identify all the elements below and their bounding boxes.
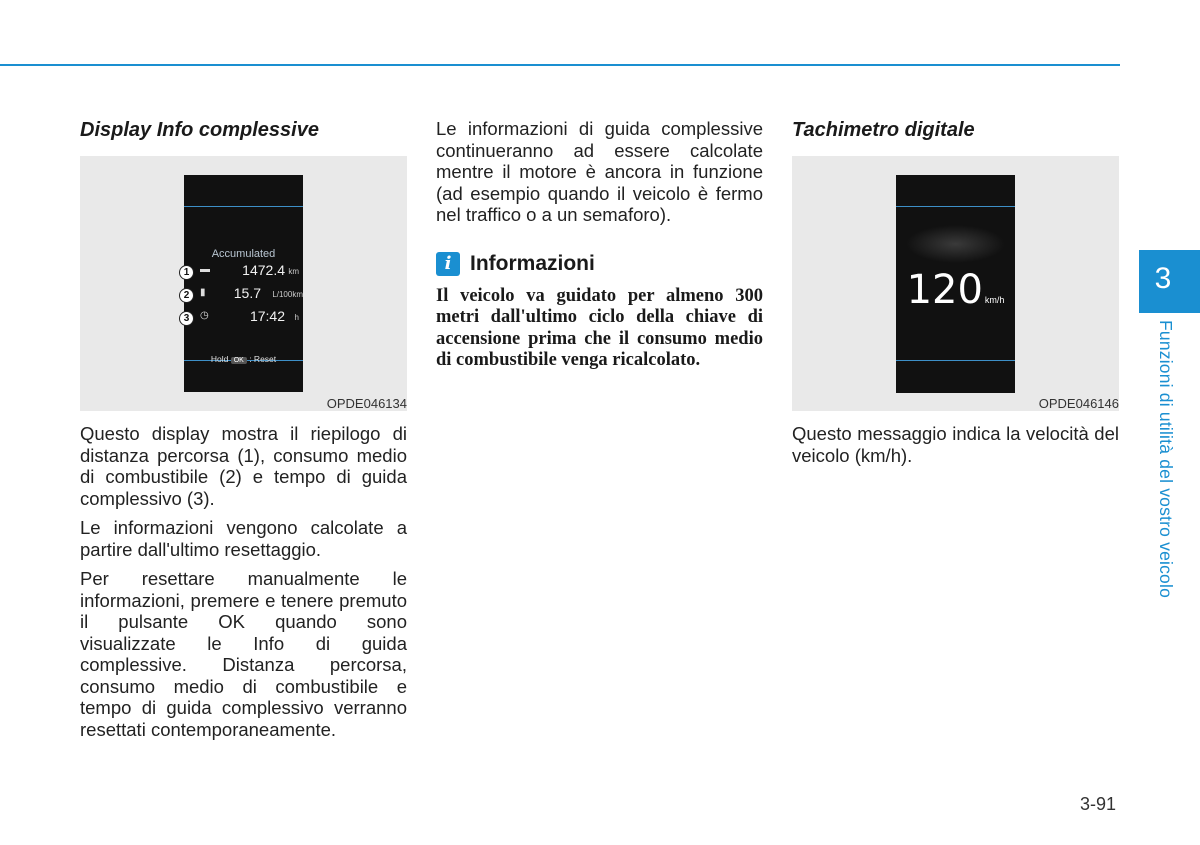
trip-info-figure (80, 156, 407, 411)
callout-2: 2 (179, 288, 194, 303)
chapter-number: 3 (1154, 262, 1172, 295)
section-heading-speedometer: Tachimetro digitale (792, 119, 975, 141)
screen-glow (906, 225, 1005, 263)
fuel-value: 15.7 (233, 285, 261, 301)
column-3 (792, 118, 1119, 474)
info-title: Informazioni (470, 251, 595, 275)
fuel-unit: L/100km (272, 290, 303, 299)
column-2 (436, 118, 763, 372)
speedometer-figure (792, 156, 1119, 411)
figure-code: OPDE046134 (326, 396, 407, 411)
chapter-tab (1139, 250, 1200, 313)
section-heading-display-info: Display Info complessive (80, 119, 319, 141)
page-number: 3-91 (1079, 794, 1116, 814)
column-1 (80, 118, 407, 748)
speed-readout (896, 267, 1015, 313)
top-rule (0, 64, 1120, 66)
reset-text: : Reset (249, 354, 277, 364)
info-box-header (436, 252, 763, 276)
paragraph: Le informazioni di guida complessive continueranno ad essere calcolate mentre il motore è ancora in funzione (ad esempio quando il veicolo è fermo nel traffico o a un semaforo). (436, 118, 763, 225)
time-unit: h (294, 313, 299, 322)
clock-icon: ◷ (200, 310, 209, 321)
paragraph: Le informazioni vengono calcolate a partire dall'ultimo resettaggio. (80, 517, 407, 560)
trip-row-time (200, 308, 299, 326)
distance-value: 1472.4 (242, 262, 285, 278)
ok-key: OK (231, 357, 247, 364)
hold-reset-hint (184, 354, 303, 364)
cluster-screen (184, 175, 303, 392)
paragraph: Questo messaggio indica la velocità del veicolo (km/h). (792, 423, 1119, 466)
callout-3: 3 (179, 311, 194, 326)
screen-title: Accumulated (211, 248, 276, 260)
info-body: Il veicolo va guidato per almeno 300 metri dall'ultimo ciclo della chiave di accensione prima che il consumo medio di combustibile venga ricalcolato. (436, 285, 763, 370)
divider-line (896, 360, 1015, 361)
speed-unit: km/h (984, 295, 1005, 305)
trip-row-distance (200, 262, 299, 280)
figure-code: OPDE046146 (1038, 396, 1119, 411)
paragraph: Per resettare manualmente le informazioni, premere e tenere premuto il pulsante OK quando sono visualizzate le Info di guida complessive. Distanza percorsa, consumo medio di combustibile e tempo di guida complessivo verranno resettati contemporaneamente. (80, 568, 407, 740)
paragraph: Questo display mostra il riepilogo di distanza percorsa (1), consumo medio di combustibile (2) e tempo di guida complessivo (3). (80, 423, 407, 509)
time-value: 17:42 (249, 308, 285, 324)
distance-unit: km (288, 267, 299, 276)
hold-text: Hold (210, 354, 229, 364)
speed-value: 120 (906, 267, 983, 313)
divider-line (184, 206, 303, 207)
fuel-icon: ▮ (200, 287, 206, 298)
odometer-icon: ▬ (200, 264, 210, 275)
trip-row-fuel (200, 285, 303, 303)
callout-1: 1 (179, 265, 194, 280)
divider-line (896, 206, 1015, 207)
speed-screen (896, 175, 1015, 393)
chapter-title: Funzioni di utilità del vostro veicolo (1156, 320, 1176, 599)
info-icon: i (436, 252, 460, 276)
